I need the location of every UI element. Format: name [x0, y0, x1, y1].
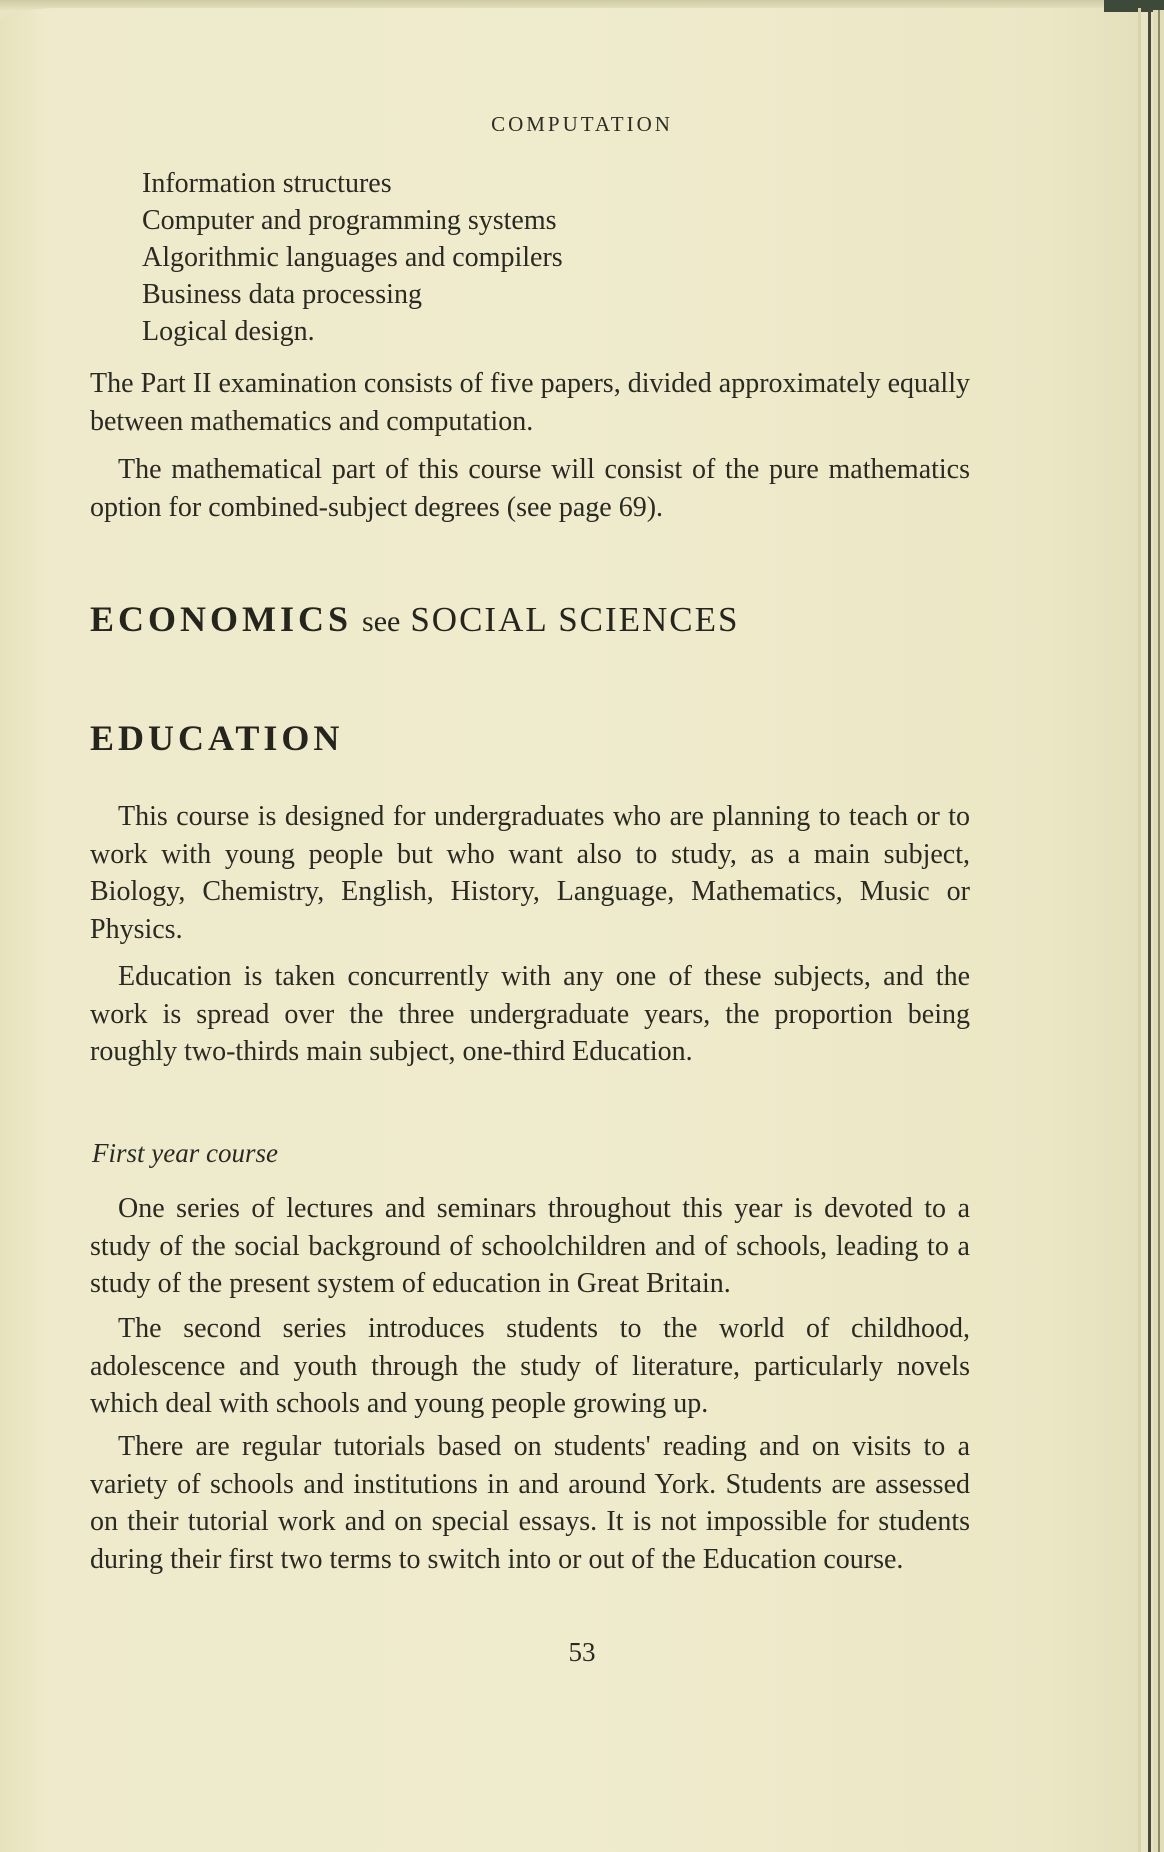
paragraph-text: There are regular tutorials based on students' reading and on visits to a variety of schools and institutions in and around York. Students are assessed on their tutorial work and on special essays. It is not impossible for students during their first two terms to switch into or out of the Education course.	[90, 1431, 970, 1575]
page-edge-shadow	[1148, 10, 1151, 1852]
paragraph	[90, 365, 970, 440]
paragraph	[90, 1190, 970, 1303]
paragraph	[90, 451, 970, 526]
paragraph	[90, 958, 970, 1071]
heading-title: ECONOMICS	[90, 599, 353, 639]
topics-list	[142, 165, 563, 350]
list-item: Computer and programming systems	[142, 205, 557, 236]
page-stack-line	[1158, 10, 1160, 1852]
paragraph-text: One series of lectures and seminars throughout this year is devoted to a study of the social background of schoolchildren and of schools, leading to a study of the present system of education in Great Britain.	[90, 1193, 970, 1299]
list-item: Information structures	[142, 168, 392, 199]
see-label: see	[362, 605, 401, 638]
paragraph-text: This course is designed for undergraduates who are planning to teach or to work with young people but who want also to study, as a main subject, Biology, Chemistry, English, History, Language, Mathematics, Music or Physics.	[90, 801, 970, 945]
paragraph	[90, 1310, 970, 1423]
paragraph	[90, 1428, 970, 1578]
subheading: First year course	[92, 1138, 278, 1168]
paragraph-text: The Part II examination consists of five papers, divided approximately equally between mathematics and computation.	[90, 368, 970, 437]
paragraph-text: Education is taken concurrently with any one of these subjects, and the work is spread over the three undergraduate years, the proportion being roughly two-thirds main subject, one-third Education.	[90, 961, 970, 1067]
list-item: Logical design.	[142, 316, 315, 347]
paragraph-text: The mathematical part of this course will consist of the pure mathematics option for combined-subject degrees (see page 69).	[90, 454, 970, 523]
paragraph	[90, 798, 970, 948]
page-number: 53	[568, 1637, 596, 1667]
running-head: COMPUTATION	[491, 112, 673, 136]
list-item: Business data processing	[142, 279, 422, 310]
paragraph-text: The second series introduces students to the world of childhood, adolescence and youth through the study of literature, particularly novels which deal with schools and young people growing up.	[90, 1313, 970, 1419]
list-item: Algorithmic languages and compilers	[142, 242, 563, 273]
education-heading: EDUCATION	[90, 718, 344, 758]
cross-reference: SOCIAL SCIENCES	[410, 600, 740, 639]
economics-heading	[90, 598, 740, 640]
page-edge	[1138, 8, 1141, 1852]
